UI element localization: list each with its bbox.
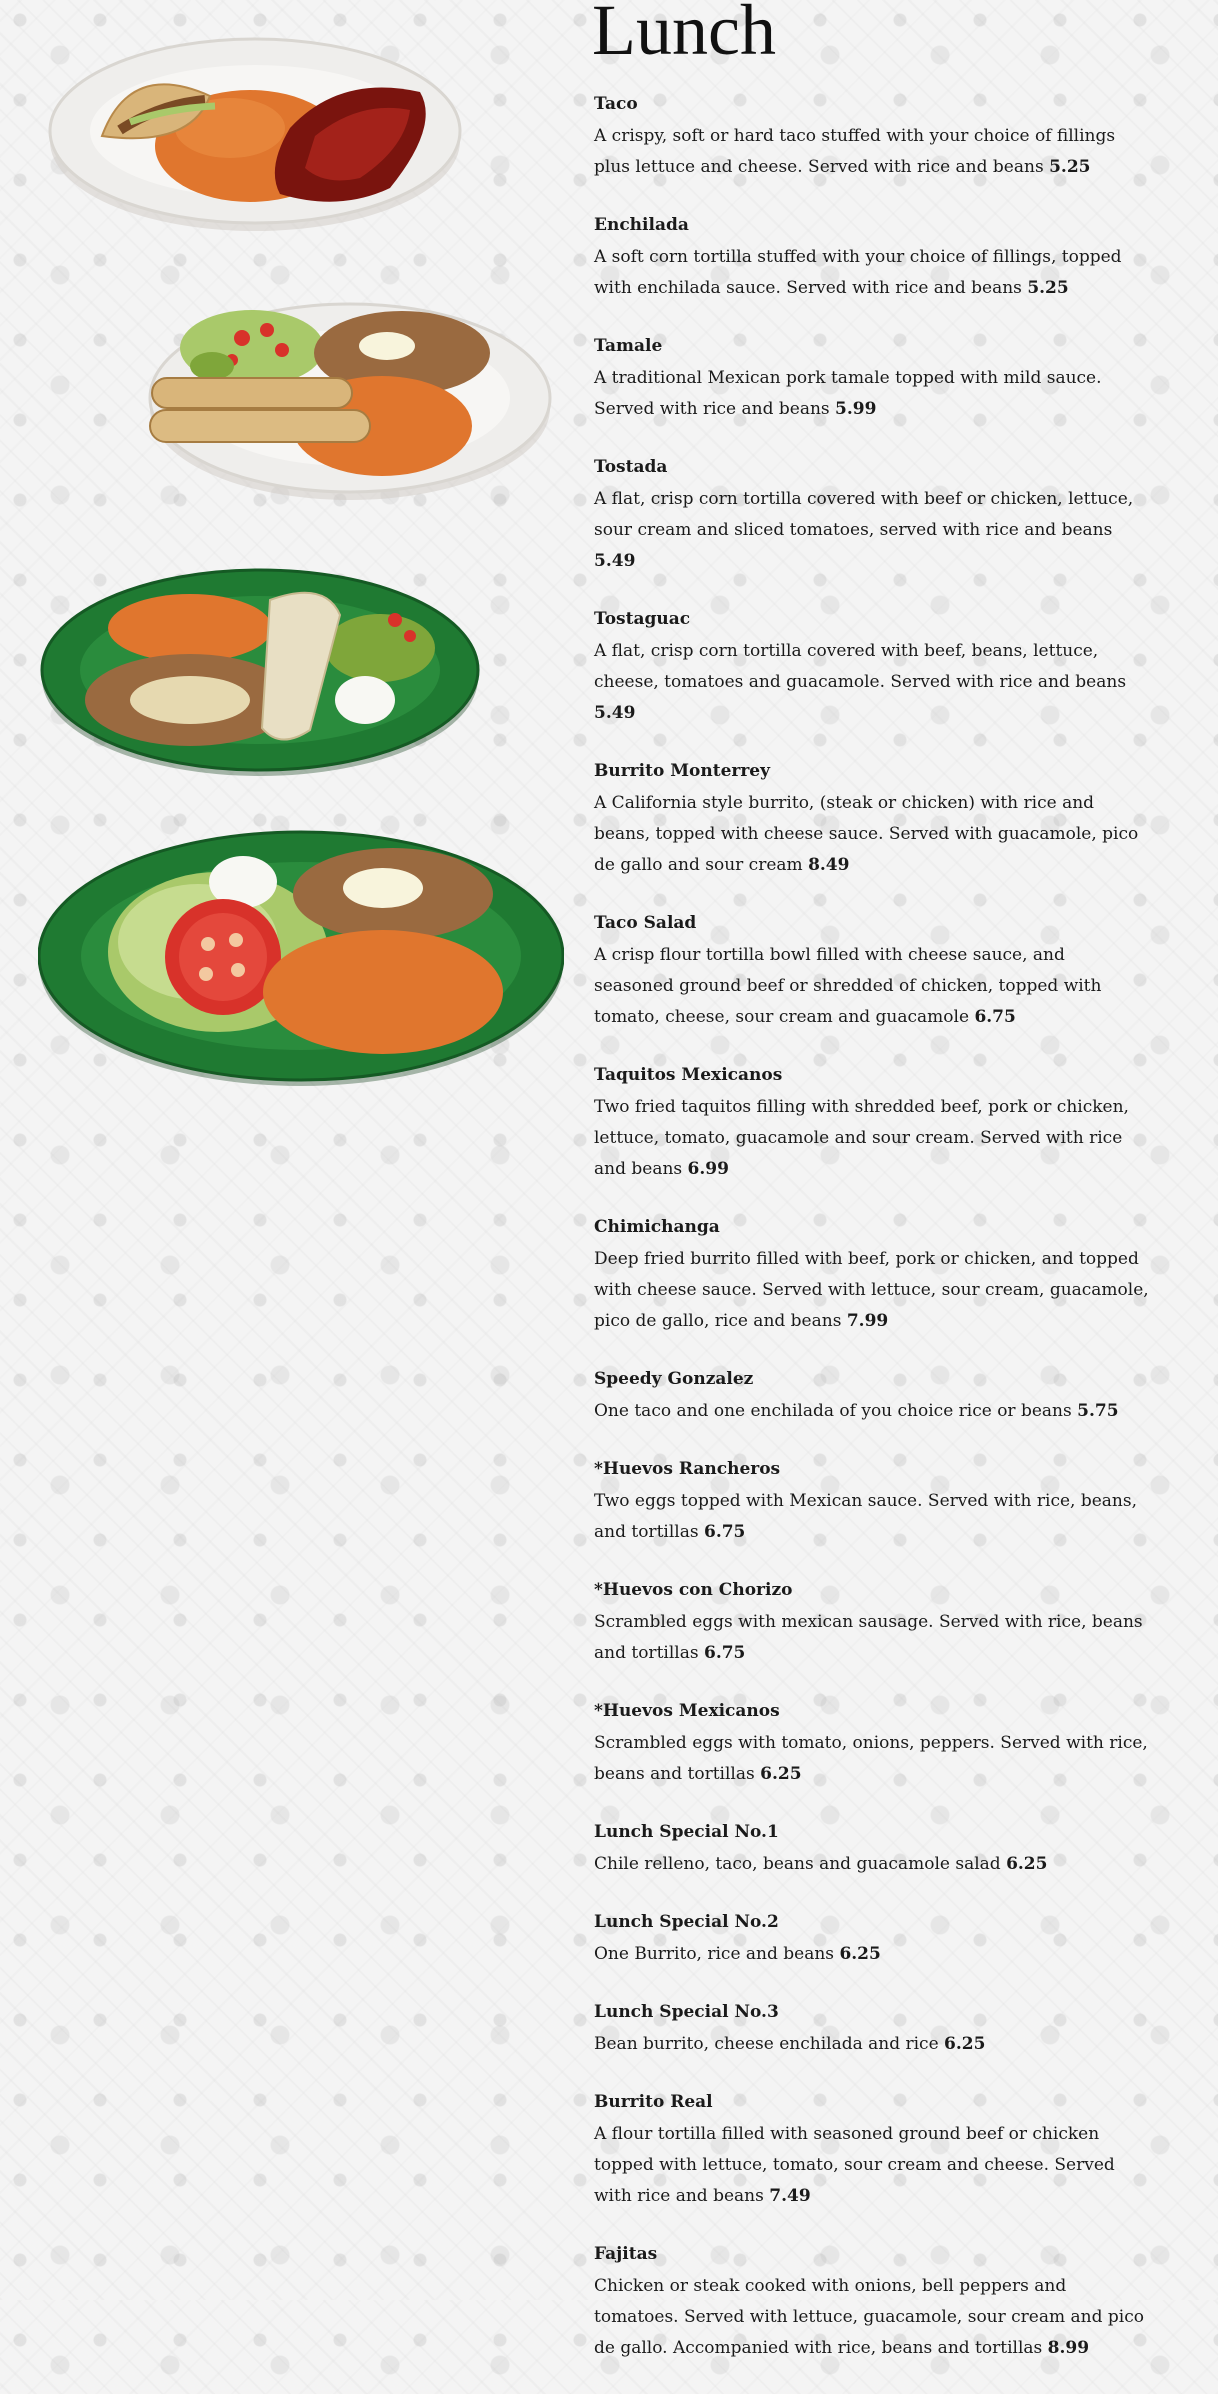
item-description-text: Deep fried burrito filled with beef, pork or chicken, and topped with cheese sauce. Served with lettuce, sour cream, guacamole, pico de gallo, rice and beans [594, 1249, 1149, 1331]
item-description-text: A crispy, soft or hard taco stuffed with your choice of fillings plus lettuce and cheese. Served with rice and beans [594, 126, 1116, 177]
item-price: 5.49 [594, 551, 636, 571]
item-price: 7.99 [846, 1311, 889, 1331]
item-description-text: A flour tortilla filled with seasoned ground beef or chicken topped with lettuce, tomato, sour cream and cheese. Served with rice and beans [594, 2124, 1115, 2206]
item-description [594, 788, 1150, 881]
item-description [594, 1939, 1150, 1970]
taco-enchilada-plate-photo [40, 18, 470, 238]
item-price: 5.25 [1027, 278, 1069, 298]
item-description-text: One taco and one enchilada of you choice rice or beans [594, 1401, 1072, 1421]
menu-item [594, 1699, 1150, 1790]
menu-item [594, 759, 1150, 881]
menu-item [594, 213, 1150, 304]
menu-item [594, 607, 1150, 729]
item-description [594, 1396, 1150, 1427]
item-name: Burrito Monterrey [594, 761, 771, 781]
item-name: *Huevos con Chorizo [594, 1580, 793, 1600]
item-description-text: A flat, crisp corn tortilla covered with beef, beans, lettuce, cheese, tomatoes and guacamole. Served with rice and beans [594, 641, 1127, 692]
item-description [594, 1486, 1150, 1548]
menu-item [594, 1820, 1150, 1880]
item-price: 6.25 [839, 1944, 881, 1964]
item-description-text: A traditional Mexican pork tamale topped with mild sauce. Served with rice and beans [594, 368, 1102, 419]
item-description-text: Chile relleno, taco, beans and guacamole salad [594, 1854, 1001, 1874]
burrito-green-plate-photo [40, 560, 480, 780]
item-description [594, 1728, 1150, 1790]
item-description-text: Chicken or steak cooked with onions, bell peppers and tomatoes. Served with lettuce, guacamole, sour cream and pico de gallo. Accompanied with rice, beans and tortillas [594, 2276, 1144, 2358]
item-description-text: A flat, crisp corn tortilla covered with beef or chicken, lettuce, sour cream and sliced tomatoes, served with rice and beans [594, 489, 1134, 540]
item-description [594, 242, 1150, 304]
item-description [594, 484, 1150, 577]
item-price: 5.99 [835, 399, 877, 419]
item-description-text: A California style burrito, (steak or chicken) with rice and beans, topped with cheese sauce. Served with guacamole, pico de gallo and sour cream [594, 793, 1139, 875]
item-name: Chimichanga [594, 1217, 720, 1237]
item-description [594, 2271, 1150, 2364]
item-price: 6.25 [944, 2034, 986, 2054]
item-name: Burrito Real [594, 2092, 713, 2112]
item-price: 5.25 [1049, 157, 1091, 177]
menu-item [594, 2242, 1150, 2364]
item-price: 6.75 [974, 1007, 1016, 1027]
item-name: Speedy Gonzalez [594, 1369, 754, 1389]
menu-item [594, 1367, 1150, 1427]
item-name: Tostaguac [594, 609, 691, 629]
menu-item [594, 92, 1150, 183]
item-name: *Huevos Rancheros [594, 1459, 781, 1479]
menu-item [594, 334, 1150, 425]
taco-salad-green-plate-photo [38, 822, 564, 1092]
menu-item [594, 2000, 1150, 2060]
item-description [594, 2119, 1150, 2212]
item-description [594, 363, 1150, 425]
item-description [594, 1849, 1150, 1880]
menu-item [594, 1910, 1150, 1970]
menu-item [594, 2090, 1150, 2212]
menu-item [594, 1578, 1150, 1669]
item-price: 6.75 [703, 1643, 746, 1663]
item-price: 5.49 [594, 703, 636, 723]
item-name: Taco [594, 94, 638, 114]
item-description-text: One Burrito, rice and beans [594, 1944, 835, 1964]
item-price: 8.99 [1047, 2338, 1090, 2358]
page-title: Lunch [592, 0, 776, 70]
item-price: 8.49 [808, 855, 850, 875]
item-price: 6.75 [703, 1522, 746, 1542]
item-name: Lunch Special No.3 [594, 2002, 779, 2022]
lunch-menu-list [594, 92, 1150, 2394]
item-price: 7.49 [769, 2186, 811, 2206]
item-description-text: Scrambled eggs with tomato, onions, peppers. Served with rice, beans and tortillas [594, 1733, 1148, 1784]
item-description [594, 1244, 1150, 1337]
item-name: Lunch Special No.1 [594, 1822, 779, 1842]
item-description [594, 2029, 1150, 2060]
item-price: 6.99 [687, 1159, 729, 1179]
item-name: Tamale [594, 336, 663, 356]
item-description-text: Scrambled eggs with mexican sausage. Served with rice, beans and tortillas [594, 1612, 1143, 1663]
item-description-text: A crisp flour tortilla bowl filled with cheese sauce, and seasoned ground beef or shredded of chicken, topped with tomato, cheese, sour cream and guacamole [594, 945, 1102, 1027]
item-name: Taquitos Mexicanos [594, 1065, 783, 1085]
item-name: Fajitas [594, 2244, 658, 2264]
item-description [594, 940, 1150, 1033]
item-name: Lunch Special No.2 [594, 1912, 779, 1932]
item-description-text: A soft corn tortilla stuffed with your choice of fillings, topped with enchilada sauce. Served with rice and beans [594, 247, 1122, 298]
menu-item [594, 911, 1150, 1033]
item-description [594, 636, 1150, 729]
item-description-text: Two fried taquitos filling with shredded beef, pork or chicken, lettuce, tomato, guacamole and sour cream. Served with rice and beans [594, 1097, 1129, 1179]
item-name: *Huevos Mexicanos [594, 1701, 780, 1721]
item-description-text: Two eggs topped with Mexican sauce. Served with rice, beans, and tortillas [594, 1491, 1137, 1542]
item-price: 5.75 [1077, 1401, 1119, 1421]
item-description [594, 1607, 1150, 1669]
item-name: Tostada [594, 457, 668, 477]
menu-item [594, 1457, 1150, 1548]
item-description [594, 1092, 1150, 1185]
item-price: 6.25 [760, 1764, 802, 1784]
taquitos-plate-photo [132, 278, 562, 508]
menu-item [594, 1063, 1150, 1185]
item-description-text: Bean burrito, cheese enchilada and rice [594, 2034, 939, 2054]
menu-item [594, 455, 1150, 577]
item-name: Taco Salad [594, 913, 697, 933]
item-price: 6.25 [1006, 1854, 1048, 1874]
item-description [594, 121, 1150, 183]
item-name: Enchilada [594, 215, 689, 235]
menu-item [594, 1215, 1150, 1337]
